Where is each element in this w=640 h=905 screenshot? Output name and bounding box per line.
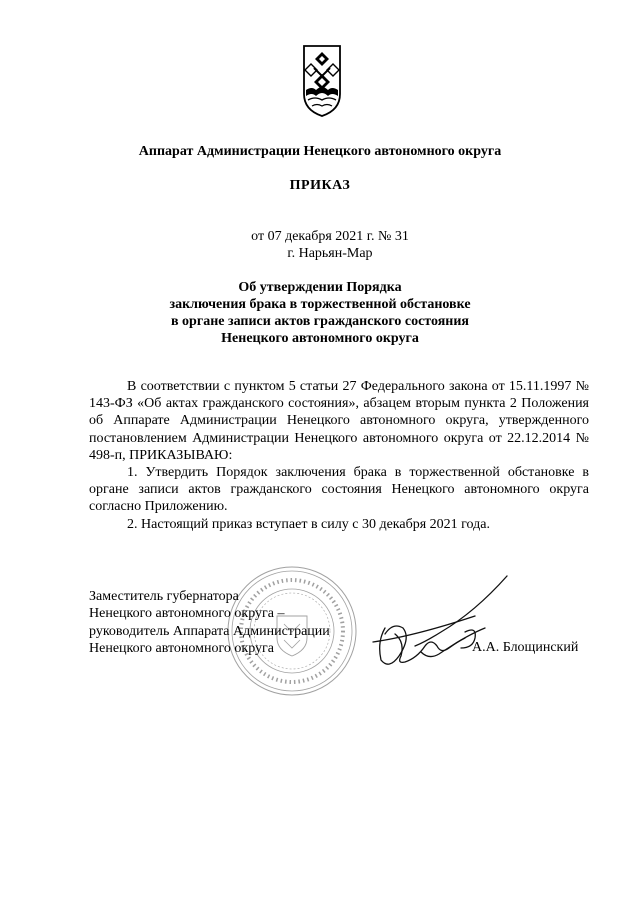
document-title-line: Об утверждении Порядка xyxy=(238,280,402,295)
document-city: г. Нарьян-Мар xyxy=(287,246,373,261)
position-line: руководитель Аппарата Администрации xyxy=(89,623,330,639)
document-title-line: Ненецкого автономного округа xyxy=(221,331,419,346)
document-title-line: заключения брака в торжественной обстановке xyxy=(169,297,471,312)
document-title-line: в органе записи актов гражданского состояния xyxy=(171,314,469,329)
document-body xyxy=(89,378,589,533)
handwritten-signature xyxy=(355,572,520,672)
document-date: от 07 декабря 2021 г. № 31 xyxy=(251,229,409,244)
body-paragraph: 1. Утвердить Порядок заключения брака в торжественной обстановке в органе записи актов гражданского состояния Ненецкого автономного округа согласно Приложению. xyxy=(89,465,589,515)
signature-position xyxy=(89,588,330,657)
position-line: Ненецкого автономного округа xyxy=(89,640,274,656)
organization-name: Аппарат Администрации Ненецкого автономного округа xyxy=(138,144,502,159)
body-paragraph: В соответствии с пунктом 5 статьи 27 Федерального закона от 15.11.1997 № 143-ФЗ «Об актах гражданского состояния», абзацем вторым пункта 2 Положения об Аппарате Администрации Ненецкого автономного округа, утвержденного постановлением Администрации Ненецкого автономного округа от 22.12.2014 № 498-п, ПРИКАЗЫВАЮ: xyxy=(89,379,589,463)
position-line: Ненецкого автономного округа – xyxy=(89,606,285,622)
signer-name: А.А. Блощинский xyxy=(472,640,579,655)
document-type: ПРИКАЗ xyxy=(289,178,351,193)
nao-coat-of-arms-icon xyxy=(302,44,342,118)
position-line: Заместитель губернатора xyxy=(89,589,239,604)
body-paragraph: 2. Настоящий приказ вступает в силу с 30 декабря 2021 года. xyxy=(127,516,490,532)
